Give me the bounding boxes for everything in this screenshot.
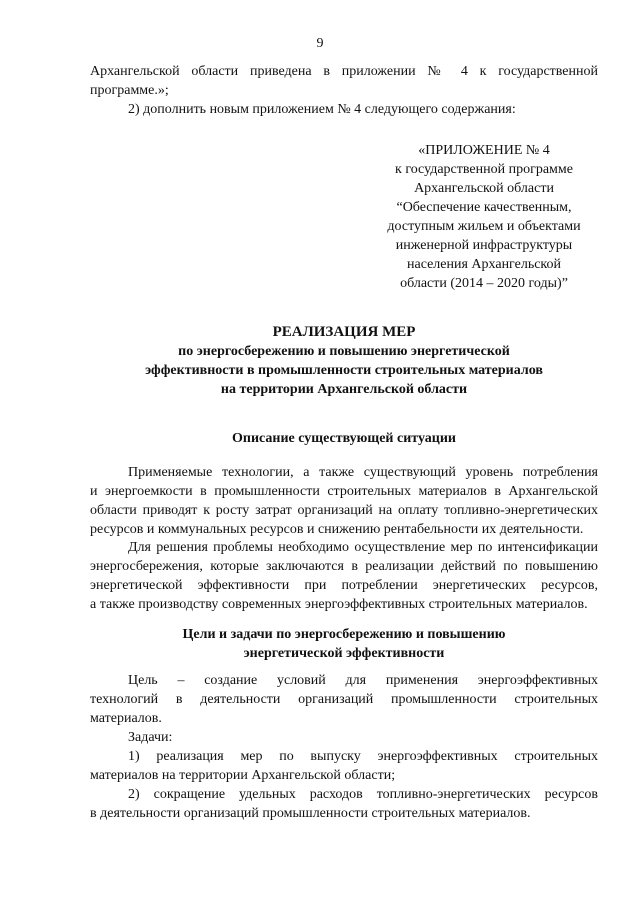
paragraph-line: Применяемые технологии, а также существующий уровень потребления bbox=[128, 465, 598, 480]
intro-line: Архангельской области приведена в приложении № 4 к государственной bbox=[90, 64, 598, 79]
section2-heading-line: энергетической эффективности bbox=[243, 646, 445, 661]
paragraph-line: 2) сокращение удельных расходов топливно-энергетических ресурсов bbox=[128, 787, 598, 802]
paragraph-line: Для решения проблемы необходимо осуществление мер по интенсификации bbox=[128, 540, 598, 555]
title-line: по энергосбережению и повышению энергетической bbox=[178, 344, 510, 359]
paragraph-line: материалов на территории Архангельской области; bbox=[90, 768, 396, 783]
page-number: 9 bbox=[316, 36, 324, 51]
section1-heading bbox=[90, 429, 598, 448]
appendix-header bbox=[380, 141, 588, 293]
appendix-line: населения Архангельской bbox=[407, 257, 561, 272]
paragraph-line: 1) реализация мер по выпуску энергоэффективных строительных bbox=[128, 749, 598, 764]
paragraph-line: в деятельности организаций промышленности строительных материалов. bbox=[90, 806, 531, 821]
appendix-line: Архангельской области bbox=[414, 181, 554, 196]
intro-paragraph bbox=[90, 62, 598, 119]
section2-goal bbox=[90, 671, 598, 728]
section1-paragraph1 bbox=[90, 463, 598, 539]
section2-tasks-label bbox=[90, 728, 598, 747]
section2-heading-line: Цели и задачи по энергосбережению и повышению bbox=[182, 627, 506, 642]
appendix-line: «ПРИЛОЖЕНИЕ № 4 bbox=[418, 143, 550, 158]
paragraph-line: а также производству современных энергоэффективных строительных материалов. bbox=[90, 597, 588, 612]
section2-task1 bbox=[90, 747, 598, 785]
paragraph-line: Цель – создание условий для применения энергоэффективных bbox=[128, 673, 598, 688]
section2-task2 bbox=[90, 785, 598, 823]
paragraph-line: энергетической эффективности при потреблении энергетических ресурсов, bbox=[90, 578, 598, 593]
appendix-line: области (2014 – 2020 годы)” bbox=[400, 276, 568, 291]
document-title bbox=[90, 323, 598, 399]
section2-heading bbox=[90, 625, 598, 663]
intro-line: 2) дополнить новым приложением № 4 следующего содержания: bbox=[128, 102, 516, 117]
title-line: на территории Архангельской области bbox=[220, 382, 468, 397]
appendix-line: “Обеспечение качественным, bbox=[396, 200, 572, 215]
intro-line: программе.»; bbox=[90, 83, 169, 98]
section1-paragraph2 bbox=[90, 538, 598, 614]
paragraph-line: и энергоемкости в промышленности строительных материалов в Архангельской bbox=[90, 484, 598, 499]
tasks-label: Задачи: bbox=[128, 730, 173, 745]
paragraph-line: материалов. bbox=[90, 711, 162, 726]
paragraph-line: области приводят к росту затрат организаций на оплату топливно-энергетических bbox=[90, 503, 598, 518]
title-main: РЕАЛИЗАЦИЯ МЕР bbox=[272, 324, 416, 340]
appendix-line: инженерной инфраструктуры bbox=[395, 238, 573, 253]
section1-heading-text: Описание существующей ситуации bbox=[232, 431, 456, 446]
title-line: эффективности в промышленности строительных материалов bbox=[145, 363, 543, 378]
paragraph-line: энергосбережения, которые заключаются в реализации действий по повышению bbox=[90, 559, 598, 574]
paragraph-line: технологий в деятельности организаций промышленности строительных bbox=[90, 692, 598, 707]
appendix-line: к государственной программе bbox=[395, 162, 573, 177]
appendix-line: доступным жильем и объектами bbox=[387, 219, 581, 234]
paragraph-line: ресурсов и коммунальных ресурсов и снижению рентабельности их деятельности. bbox=[90, 522, 584, 537]
